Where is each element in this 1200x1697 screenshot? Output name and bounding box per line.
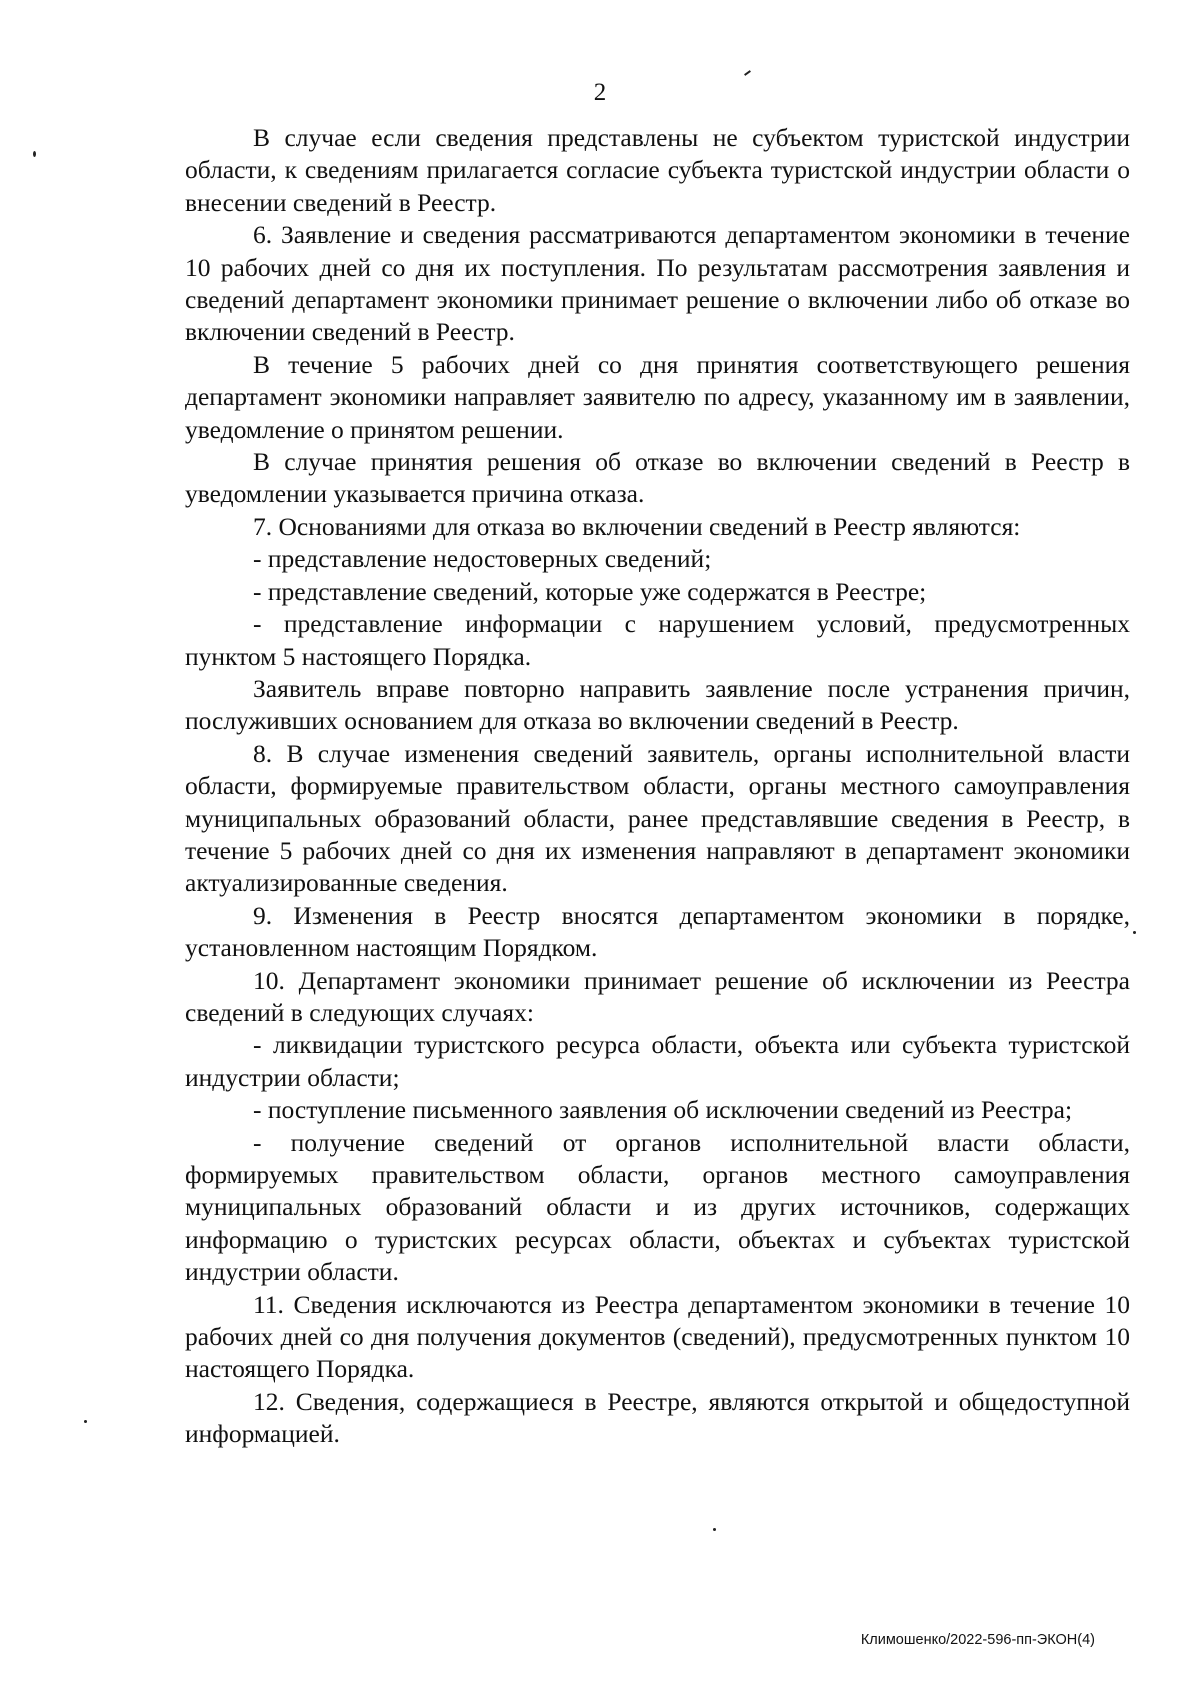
paragraph-item-8: 8. В случае изменения сведений заявитель, органы исполнительной власти области, формируемые правительством области, органы местного самоуправления муниципальных образований области, ранее представлявшие сведения в Реестр, в течение 5 рабочих дней со дня их изменения направляют в департамент экономики актуализированные сведения. (185, 738, 1130, 898)
paragraph-item-9: 9. Изменения в Реестр вносятся департаментом экономики в порядке, установленном настоящим Порядком. (185, 900, 1130, 963)
paragraph-item-12: 12. Сведения, содержащиеся в Реестре, являются открытой и общедоступной информацией. (185, 1386, 1130, 1449)
paragraph-resubmit: Заявитель вправе повторно направить заявление после устранения причин, послуживших основанием для отказа во включении сведений в Реестр. (185, 673, 1130, 736)
list-item-unreliable: - представление недостоверных сведений; (253, 544, 712, 574)
paragraph-item-7: 7. Основаниями для отказа во включении сведений в Реестр являются: (253, 511, 1021, 541)
paragraph-consent: В случае если сведения представлены не субъектом туристской индустрии области, к сведениям прилагается согласие субъекта туристской индустрии области о внесении сведений в Реестр. (185, 123, 1130, 217)
list-item-duplicate: - представление сведений, которые уже содержатся в Реестре; (253, 576, 927, 606)
page-number: 2 (593, 79, 607, 106)
list-item-violation: - представление информации с нарушением условий, предусмотренных пунктом 5 настоящего Порядка. (185, 609, 1130, 671)
list-item-written-request: - поступление письменного заявления об исключении сведений из Реестра; (253, 1095, 1073, 1125)
paragraph-item-11: 11. Сведения исключаются из Реестра департаментом экономики в течение 10 рабочих дней со дня получения документов (сведений), предусмотренных пунктом 10 настоящего Порядка. (185, 1289, 1130, 1384)
paragraph-refusal-reason: В случае принятия решения об отказе во включении сведений в Реестр в уведомлении указывается причина отказа. (185, 447, 1130, 509)
paragraph-item-10: 10. Департамент экономики принимает решение об исключении из Реестра сведений в следующих случаях: (185, 965, 1130, 1027)
document-body (185, 122, 1130, 1451)
scan-mark (744, 70, 751, 76)
list-item-liquidation: - ликвидации туристского ресурса области, объекта или субъекта туристской индустрии области; (185, 1030, 1130, 1092)
scan-speck (84, 1420, 87, 1423)
paragraph-notification: В течение 5 рабочих дней со дня принятия соответствующего решения департамент экономики направляет заявителю по адресу, указанному им в заявлении, уведомление о принятом решении. (185, 349, 1130, 444)
scan-speck (1133, 931, 1136, 934)
list-item-external-info: - получение сведений от органов исполнительной власти области, формируемых правительством области, органов местного самоуправления муниципальных образований области и из других источников, содержащих информацию о туристских ресурсах области, объектах и субъектах туристской индустрии области. (185, 1127, 1130, 1287)
document-reference: Климошенко/2022-596-пп-ЭКОН(4) (860, 1632, 1095, 1648)
paragraph-item-6: 6. Заявление и сведения рассматриваются департаментом экономики в течение 10 рабочих дней со дня их поступления. По результатам рассмотрения заявления и сведений департамент экономики принимает решение о включении либо об отказе во включении сведений в Реестр. (185, 220, 1130, 347)
scan-speck (713, 1528, 716, 1531)
scan-speck (33, 151, 36, 157)
